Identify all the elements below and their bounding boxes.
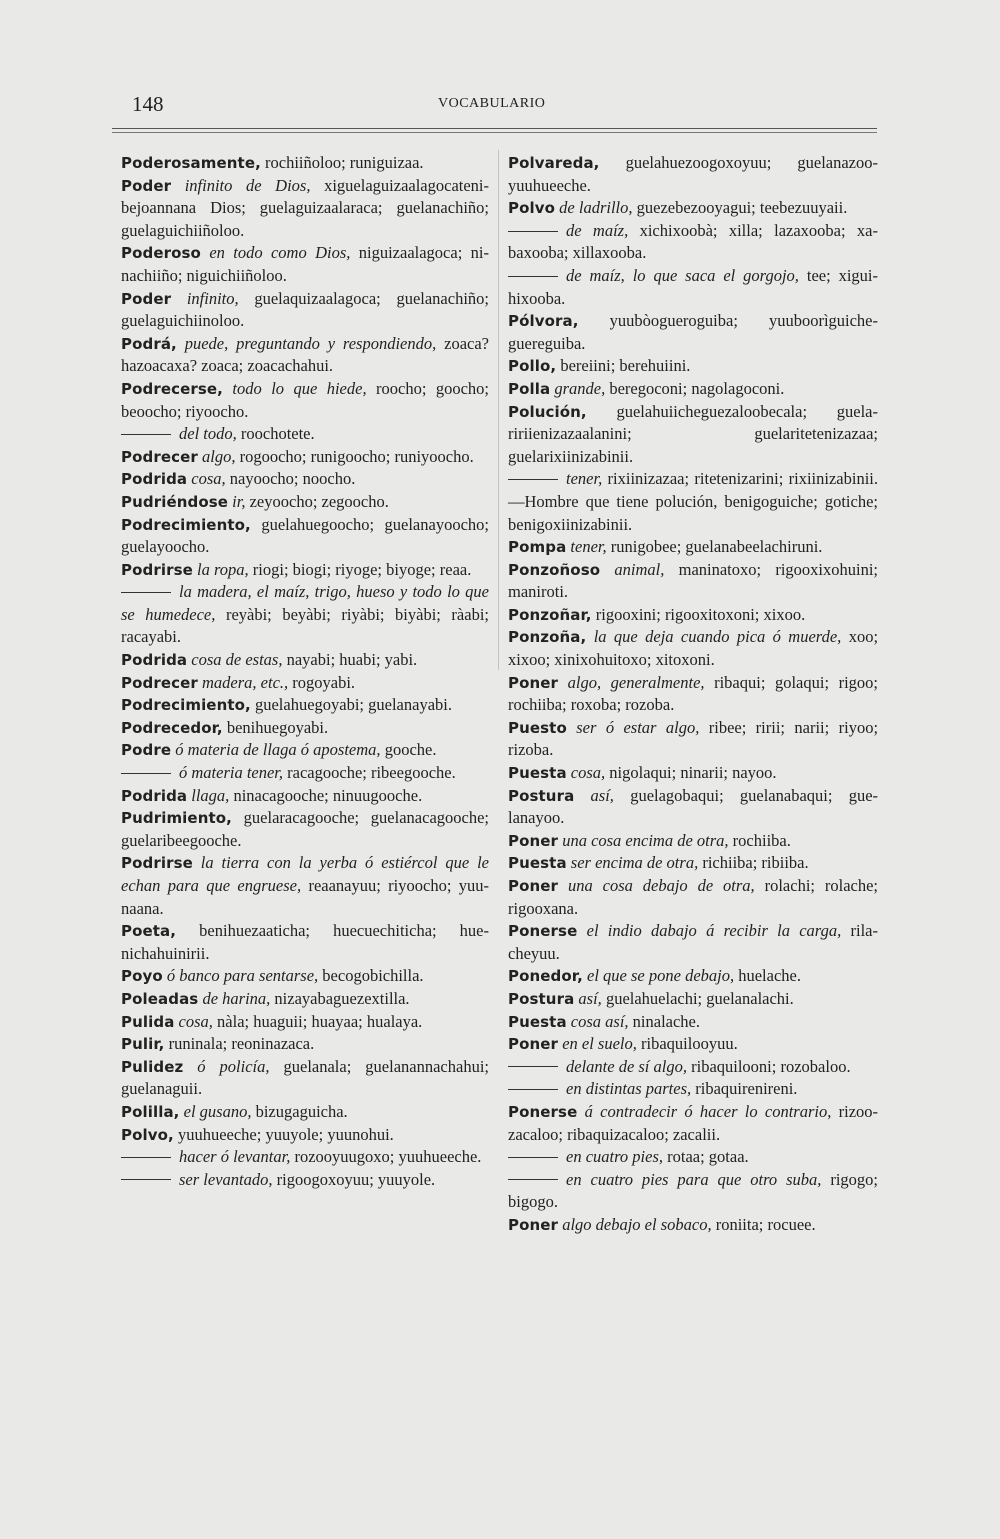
- dictionary-entry: [508, 762, 878, 785]
- headword: Ponedor,: [508, 967, 583, 986]
- dictionary-entry: [121, 739, 489, 762]
- page-header: [120, 92, 878, 122]
- translation: nigolaqui; ninarii; nayoo.: [609, 763, 777, 783]
- translation: xichixoobà; xilla; lazaxooba; xabaxooba; xillaxooba.: [508, 220, 878, 263]
- sub-entry: [121, 1146, 489, 1169]
- qualifier: madera, etc.,: [202, 672, 289, 692]
- dictionary-entry: [508, 875, 878, 920]
- headword: Polvo,: [121, 1125, 174, 1144]
- left-column: [121, 152, 489, 1191]
- translation: guelahuelachi; guelanalachi.: [605, 988, 794, 1008]
- qualifier: algo, generalmente,: [567, 672, 705, 692]
- dictionary-entry: [508, 988, 878, 1011]
- translation: ribee; ririi; narii; riyoo; rizoba.: [508, 717, 879, 760]
- qualifier: así,: [590, 785, 614, 805]
- translation: rigoogoxoyuu; yuuyole.: [276, 1169, 436, 1189]
- dictionary-entry: [121, 152, 489, 175]
- qualifier: en cuatro pies para que otro suba,: [566, 1169, 822, 1189]
- qualifier: á contradecir ó hacer lo contrario,: [584, 1101, 832, 1121]
- translation: ribaqui; golaqui; rigoo; rochiiba; roxoba; rozoba.: [508, 672, 878, 715]
- headword: Podrirse: [121, 854, 193, 873]
- dictionary-entry: [121, 920, 489, 965]
- headword: Postura: [508, 989, 575, 1008]
- translation: nayoocho; noocho.: [229, 469, 356, 489]
- dictionary-entry: [508, 604, 878, 627]
- dictionary-entry: [508, 378, 878, 401]
- sub-entry: [508, 1078, 878, 1101]
- headword: Ponzoñar,: [508, 605, 592, 624]
- translation: maninatoxo; rigooxixohuini; maniroti.: [508, 559, 879, 602]
- dictionary-entry: [508, 785, 878, 830]
- translation: guelagobaqui; guelanabaqui; guelanayoo.: [508, 785, 879, 828]
- headword: Polilla,: [121, 1102, 180, 1121]
- qualifier: llaga,: [191, 785, 230, 805]
- qualifier: ser ó estar algo,: [576, 717, 700, 737]
- qualifier: una cosa encima de otra,: [562, 830, 729, 850]
- translation: benihuezaaticha; huecuechiticha; huenichahuinirii.: [121, 921, 490, 963]
- translation: rilacheyuu.: [508, 921, 878, 963]
- translation: guelaracagooche; guelanacagooche; guelaribeegooche.: [121, 808, 489, 850]
- headword: Poyo: [121, 967, 163, 986]
- qualifier: ser levantado,: [179, 1169, 273, 1189]
- dictionary-entry: [121, 468, 489, 491]
- dictionary-entry: [508, 310, 878, 355]
- dictionary-entry: [508, 536, 878, 559]
- headword: Ponerse: [508, 922, 578, 941]
- headword: Podrecedor,: [121, 718, 223, 737]
- qualifier: puede, preguntando y respondiendo,: [184, 333, 437, 353]
- dictionary-entry: [508, 355, 878, 378]
- dictionary-entry: [121, 852, 489, 920]
- qualifier: en el suelo,: [562, 1034, 637, 1054]
- translation: rixiinizazaa; ritetenizarini; rixiinizabinii.—Hombre que tiene polución, benigoguiche; gotiche; benigoxiinizabinii.: [508, 469, 878, 534]
- translation: roniita; rocuee.: [715, 1214, 816, 1234]
- dictionary-entry: [121, 717, 489, 740]
- translation: guelanala; guelanannachahui; guelanaguii.: [121, 1056, 489, 1099]
- qualifier: del todo,: [179, 424, 237, 444]
- qualifier: el gusano,: [183, 1101, 252, 1121]
- headword: Pollo,: [508, 357, 557, 376]
- translation: rochiiba.: [732, 830, 791, 850]
- headword: Poder: [121, 289, 172, 308]
- translation: runigobee; guelanabeelachiruni.: [610, 537, 823, 557]
- translation: rozooyuugoxo; yuuhueeche.: [294, 1147, 482, 1167]
- repeat-dash: [508, 1066, 558, 1067]
- translation: guelahuezoogoxoyuu; guelanazooyuuhueeche.: [508, 153, 878, 195]
- sub-entry: [508, 468, 878, 536]
- repeat-dash: [508, 479, 558, 480]
- translation: bereiini; berehuiini.: [560, 356, 691, 376]
- qualifier: cosa,: [570, 763, 606, 783]
- qualifier: infinito de Dios,: [184, 175, 311, 195]
- headword: Pulir,: [121, 1035, 165, 1054]
- translation: roochotete.: [240, 424, 315, 444]
- headword: Podrecer: [121, 673, 198, 692]
- translation: zoaca? hazoacaxa? zoaca; zoacachahui.: [121, 333, 489, 376]
- sub-entry: [508, 1169, 878, 1214]
- translation: reaanayuu; riyoocho; yuunaana.: [121, 876, 489, 918]
- dictionary-entry: [121, 807, 489, 852]
- qualifier: el que se pone debajo,: [587, 966, 735, 986]
- translation: tee; xiguihixooba.: [508, 265, 879, 308]
- qualifier: algo debajo el sobaco,: [562, 1214, 712, 1234]
- column-divider: [498, 150, 499, 670]
- repeat-dash: [121, 592, 171, 593]
- sub-entry: [121, 423, 489, 446]
- sub-entry: [508, 220, 878, 265]
- headword: Podrida: [121, 651, 188, 670]
- headword: Postura: [508, 786, 575, 805]
- headword: Puesta: [508, 764, 567, 783]
- translation: reyàbi; beyàbi; riyàbi; biyàbi; ràabi; racayabi.: [121, 604, 489, 647]
- headword: Podrecer: [121, 447, 198, 466]
- translation: rigooxini; rigooxitoxoni; xixoo.: [595, 604, 806, 624]
- qualifier: ó materia de llaga ó apostema,: [175, 740, 381, 760]
- translation: xoo; xixoo; xinixohuitoxo; xitoxoni.: [508, 627, 879, 670]
- headword: Poner: [508, 673, 559, 692]
- dictionary-entry: [508, 152, 878, 197]
- dictionary-entry: [121, 242, 489, 287]
- qualifier: así,: [578, 988, 602, 1008]
- sub-entry: [121, 762, 489, 785]
- qualifier: el indio dabajo á recibir la carga,: [586, 921, 842, 941]
- translation: roocho; goocho; beoocho; riyoocho.: [121, 378, 490, 421]
- header-rule-thin: [112, 132, 877, 133]
- dictionary-entry: [121, 333, 489, 378]
- qualifier: en distintas partes,: [566, 1079, 692, 1099]
- translation: yuubòogueroguiba; yuuboorìguicheguereguiba.: [508, 311, 879, 353]
- qualifier: infinito,: [186, 288, 239, 308]
- qualifier: todo lo que hiede,: [232, 378, 367, 398]
- translation: rogoocho; runigoocho; runiyoocho.: [239, 446, 474, 466]
- sub-entry: [508, 1056, 878, 1079]
- headword: Polución,: [508, 402, 587, 421]
- translation: xiguelaguizaalagocatenibejoannana Dios; guelaguizaalaraca; guelanachiño; guelaguichiiñoloo.: [121, 175, 490, 240]
- qualifier: algo,: [202, 446, 236, 466]
- repeat-dash: [121, 773, 171, 774]
- qualifier: delante de sí algo,: [566, 1056, 687, 1076]
- dictionary-entry: [121, 965, 489, 988]
- dictionary-entry: [121, 1101, 489, 1124]
- qualifier: la ropa,: [197, 559, 249, 579]
- headword: Poner: [508, 877, 559, 895]
- translation: guelahuegoocho; guelanayoocho; guelayoocho.: [121, 514, 489, 557]
- dictionary-entry: [121, 378, 489, 423]
- translation: guezebezooyagui; teebezuuyaii.: [636, 198, 848, 218]
- headword: Puesto: [508, 718, 567, 737]
- headword: Podrá,: [121, 334, 177, 353]
- qualifier: animal,: [614, 559, 665, 579]
- qualifier: cosa,: [191, 469, 226, 489]
- translation: huelache.: [738, 966, 801, 986]
- qualifier: de harina,: [202, 988, 271, 1008]
- headword: Ponzoñoso: [508, 560, 601, 579]
- qualifier: en cuatro pies,: [566, 1147, 663, 1167]
- headword: Pólvora,: [508, 312, 579, 331]
- repeat-dash: [508, 1157, 558, 1158]
- dictionary-entry: [508, 1011, 878, 1034]
- dictionary-entry: [508, 197, 878, 220]
- dictionary-entry: [121, 288, 489, 333]
- qualifier: la tierra con la yerba ó estiércol que le echan para que engruese,: [121, 853, 489, 895]
- dictionary-entry: [121, 514, 489, 559]
- headword: Poderoso: [121, 244, 201, 263]
- translation: ribaquilooyuu.: [641, 1034, 738, 1054]
- running-title: VOCABULARIO: [438, 96, 546, 111]
- sub-entry: [121, 1169, 489, 1192]
- translation: ribaquirenireni.: [695, 1079, 798, 1099]
- dictionary-entry: [121, 785, 489, 808]
- qualifier: tener,: [566, 469, 603, 489]
- headword: Podre: [121, 741, 172, 760]
- header-rule: [112, 128, 877, 129]
- sub-entry: [121, 581, 489, 649]
- translation: ninacagooche; ninuugooche.: [233, 785, 423, 805]
- repeat-dash: [121, 1179, 171, 1180]
- headword: Podrida: [121, 786, 188, 805]
- dictionary-entry: [121, 1011, 489, 1034]
- page-number: 148: [132, 92, 164, 116]
- translation: rigogo; bigogo.: [508, 1169, 878, 1212]
- translation: niguizaalagoca; ninachiiño; niguichiiñoloo.: [121, 243, 489, 285]
- headword: Poder: [121, 176, 172, 195]
- dictionary-entry: [121, 988, 489, 1011]
- headword: Pompa: [508, 538, 567, 557]
- repeat-dash: [508, 1089, 558, 1090]
- dictionary-entry: [508, 559, 878, 604]
- translation: riogi; biogi; riyoge; biyoge; reaa.: [252, 559, 472, 579]
- repeat-dash: [121, 434, 171, 435]
- sub-entry: [508, 1146, 878, 1169]
- qualifier: de maíz, lo que saca el gorgojo,: [566, 265, 799, 285]
- dictionary-entry: [508, 852, 878, 875]
- headword: Podrirse: [121, 560, 193, 579]
- headword: Pulidez: [121, 1057, 184, 1076]
- dictionary-entry: [121, 559, 489, 582]
- dictionary-entry: [508, 626, 878, 671]
- repeat-dash: [121, 1157, 171, 1158]
- translation: rolachi; rolache; rigooxana.: [508, 876, 879, 918]
- dictionary-entry: [121, 446, 489, 469]
- headword: Podrida: [121, 470, 188, 489]
- translation: beregoconi; nagolagoconi.: [609, 378, 785, 398]
- translation: nayabi; huabi; yabi.: [286, 650, 418, 670]
- headword: Poleadas: [121, 989, 199, 1008]
- dictionary-entry: [508, 1101, 878, 1146]
- headword: Podrecimiento,: [121, 696, 251, 715]
- headword: Polvareda,: [508, 154, 600, 172]
- headword: Podrecimiento,: [121, 515, 251, 534]
- dictionary-entry: [121, 1124, 489, 1147]
- translation: racagooche; ribeegooche.: [287, 763, 456, 783]
- qualifier: de ladrillo,: [559, 198, 633, 218]
- dictionary-entry: [121, 1033, 489, 1056]
- qualifier: cosa de estas,: [191, 650, 283, 670]
- translation: ninalache.: [632, 1011, 701, 1031]
- dictionary-entry: [508, 672, 878, 717]
- dictionary-entry: [508, 920, 878, 965]
- headword: Pudrimiento,: [121, 809, 232, 828]
- right-column: [508, 152, 878, 1237]
- dictionary-entry: [121, 649, 489, 672]
- qualifier: la madera, el maíz, trigo, hueso y todo lo que se humedece,: [121, 582, 489, 624]
- headword: Poner: [508, 831, 559, 850]
- headword: Poner: [508, 1215, 559, 1234]
- qualifier: grande,: [554, 378, 606, 398]
- dictionary-entry: [508, 1033, 878, 1056]
- headword: Polvo: [508, 199, 556, 218]
- translation: guelahuegoyabi; guelanayabi.: [254, 695, 452, 715]
- qualifier: ó banco para sentarse,: [166, 966, 319, 986]
- headword: Polla: [508, 379, 551, 398]
- translation: bizugaguicha.: [255, 1101, 348, 1121]
- translation: gooche.: [384, 740, 437, 760]
- headword: Puesta: [508, 1012, 567, 1031]
- translation: rochiiñoloo; runiguizaa.: [265, 153, 424, 172]
- dictionary-entry: [121, 1056, 489, 1101]
- headword: Poderosamente,: [121, 154, 261, 172]
- translation: zeyoocho; zegoocho.: [249, 491, 389, 511]
- translation: rogoyabi.: [292, 672, 356, 692]
- qualifier: en todo como Dios,: [209, 243, 351, 263]
- translation: becogobichilla.: [322, 966, 424, 986]
- dictionary-entry: [508, 830, 878, 853]
- dictionary-entry: [121, 491, 489, 514]
- qualifier: ó materia tener,: [179, 763, 284, 783]
- translation: ribaquilooni; rozobaloo.: [691, 1056, 851, 1076]
- qualifier: cosa,: [178, 1011, 213, 1031]
- translation: guelahuiicheguezaloobecala; guelaririienizazaalanini; guelaritetenizazaa; guelarixiinizabinii.: [508, 401, 879, 466]
- headword: Ponerse: [508, 1102, 578, 1121]
- translation: yuuhueeche; yuuyole; yuunohui.: [177, 1124, 394, 1144]
- sub-entry: [508, 265, 878, 310]
- dictionary-entry: [121, 672, 489, 695]
- translation: guelaquizaalagoca; guelanachiño; guelaguichiinoloo.: [121, 288, 489, 331]
- translation: rotaa; gotaa.: [667, 1147, 749, 1167]
- translation: nizayabaguezextilla.: [274, 988, 410, 1008]
- headword: Poner: [508, 1035, 559, 1054]
- headword: Pudriéndose: [121, 492, 229, 511]
- qualifier: de maíz,: [566, 220, 629, 240]
- dictionary-entry: [508, 717, 878, 762]
- qualifier: hacer ó levantar,: [179, 1147, 291, 1167]
- qualifier: una cosa debajo de otra,: [567, 876, 755, 895]
- repeat-dash: [508, 231, 558, 232]
- translation: rizoozacaloo; ribaquizacaloo; zacalii.: [508, 1101, 879, 1144]
- translation: richiiba; ribiiba.: [702, 853, 809, 873]
- dictionary-entry: [508, 965, 878, 988]
- qualifier: cosa así,: [570, 1011, 629, 1031]
- dictionary-entry: [508, 1214, 878, 1237]
- qualifier: ir,: [232, 491, 246, 511]
- qualifier: tener,: [570, 537, 607, 557]
- repeat-dash: [508, 276, 558, 277]
- dictionary-entry: [121, 175, 489, 243]
- headword: Ponzoña,: [508, 628, 587, 647]
- headword: Pulida: [121, 1012, 175, 1031]
- repeat-dash: [508, 1179, 558, 1180]
- translation: nàla; huaguii; huayaa; hualaya.: [217, 1011, 423, 1031]
- translation: runinala; reoninazaca.: [168, 1034, 315, 1054]
- dictionary-entry: [121, 694, 489, 717]
- translation: benihuegoyabi.: [226, 717, 329, 737]
- qualifier: ser encima de otra,: [570, 853, 699, 873]
- headword: Podrecerse,: [121, 379, 223, 398]
- qualifier: ó policía,: [197, 1056, 270, 1076]
- headword: Poeta,: [121, 922, 177, 941]
- headword: Puesta: [508, 854, 567, 873]
- qualifier: la que deja cuando pica ó muerde,: [593, 627, 842, 647]
- dictionary-entry: [508, 401, 878, 469]
